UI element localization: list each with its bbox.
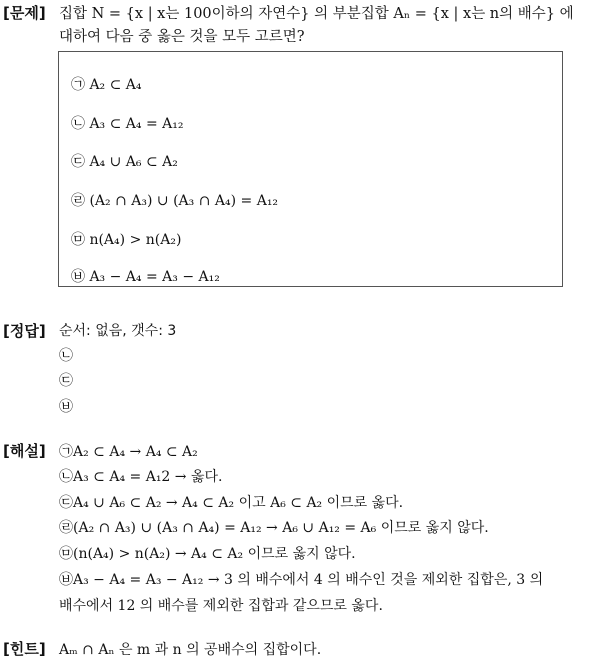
problem-line-1: 집합 N = {x | x는 100이하의 자연수} 의 부분집합 Aₙ = {x | x는 n의 배수} 에 (59, 6, 574, 22)
explanation-line-5: ㉤(n(A₄) > n(A₂) → A₄ ⊂ A₂ 이므로 옳지 않다. (59, 546, 356, 562)
problem-line-2: 대하여 다음 중 옳은 것을 모두 고르면? (59, 29, 305, 45)
answer-summary: 순서: 없음, 갯수: 3 (59, 323, 177, 339)
explanation-line-3: ㉢A₄ ∪ A₆ ⊂ A₂ → A₄ ⊂ A₂ 이고 A₆ ⊂ A₂ 이므로 옳다. (59, 495, 404, 511)
explanation-line-6: ㉥A₃ − A₄ = A₃ − A₁₂ → 3 의 배수에서 4 의 배수인 것을 제외한 집합은, 3 의 (59, 572, 544, 588)
explanation-label: [해설] (3, 442, 46, 460)
answer-item-2: ㉢ (59, 373, 73, 389)
options-box (58, 51, 563, 287)
answer-item-3: ㉥ (59, 399, 73, 415)
answer-label: [정답] (3, 322, 46, 340)
explanation-line-4: ㉣(A₂ ∩ A₃) ∪ (A₃ ∩ A₄) = A₁₂ → A₆ ∪ A₁₂ = A₆ 이므로 옳지 않다. (59, 520, 489, 536)
option-5: ㉤ n(A₄) > n(A₂) (71, 232, 182, 248)
answer-item-1: ㉡ (59, 348, 73, 364)
hint-label: [힌트] (3, 640, 46, 658)
explanation-line-2: ㉡A₃ ⊂ A₄ = A₁2 → 옳다. (59, 469, 223, 485)
hint-text: Aₘ ∩ Aₙ 은 m 과 n 의 공배수의 집합이다. (59, 642, 322, 658)
option-1: ㉠ A₂ ⊂ A₄ (71, 77, 142, 93)
problem-label: [문제] (3, 4, 46, 22)
option-2: ㉡ A₃ ⊂ A₄ = A₁₂ (71, 116, 184, 132)
option-6: ㉥ A₃ − A₄ = A₃ − A₁₂ (71, 269, 220, 285)
explanation-line-1: ㉠A₂ ⊂ A₄ → A₄ ⊂ A₂ (59, 444, 198, 460)
option-4: ㉣ (A₂ ∩ A₃) ∪ (A₃ ∩ A₄) = A₁₂ (71, 193, 279, 209)
option-3: ㉢ A₄ ∪ A₆ ⊂ A₂ (71, 154, 178, 170)
explanation-line-7: 배수에서 12 의 배수를 제외한 집합과 같으므로 옳다. (59, 598, 383, 614)
